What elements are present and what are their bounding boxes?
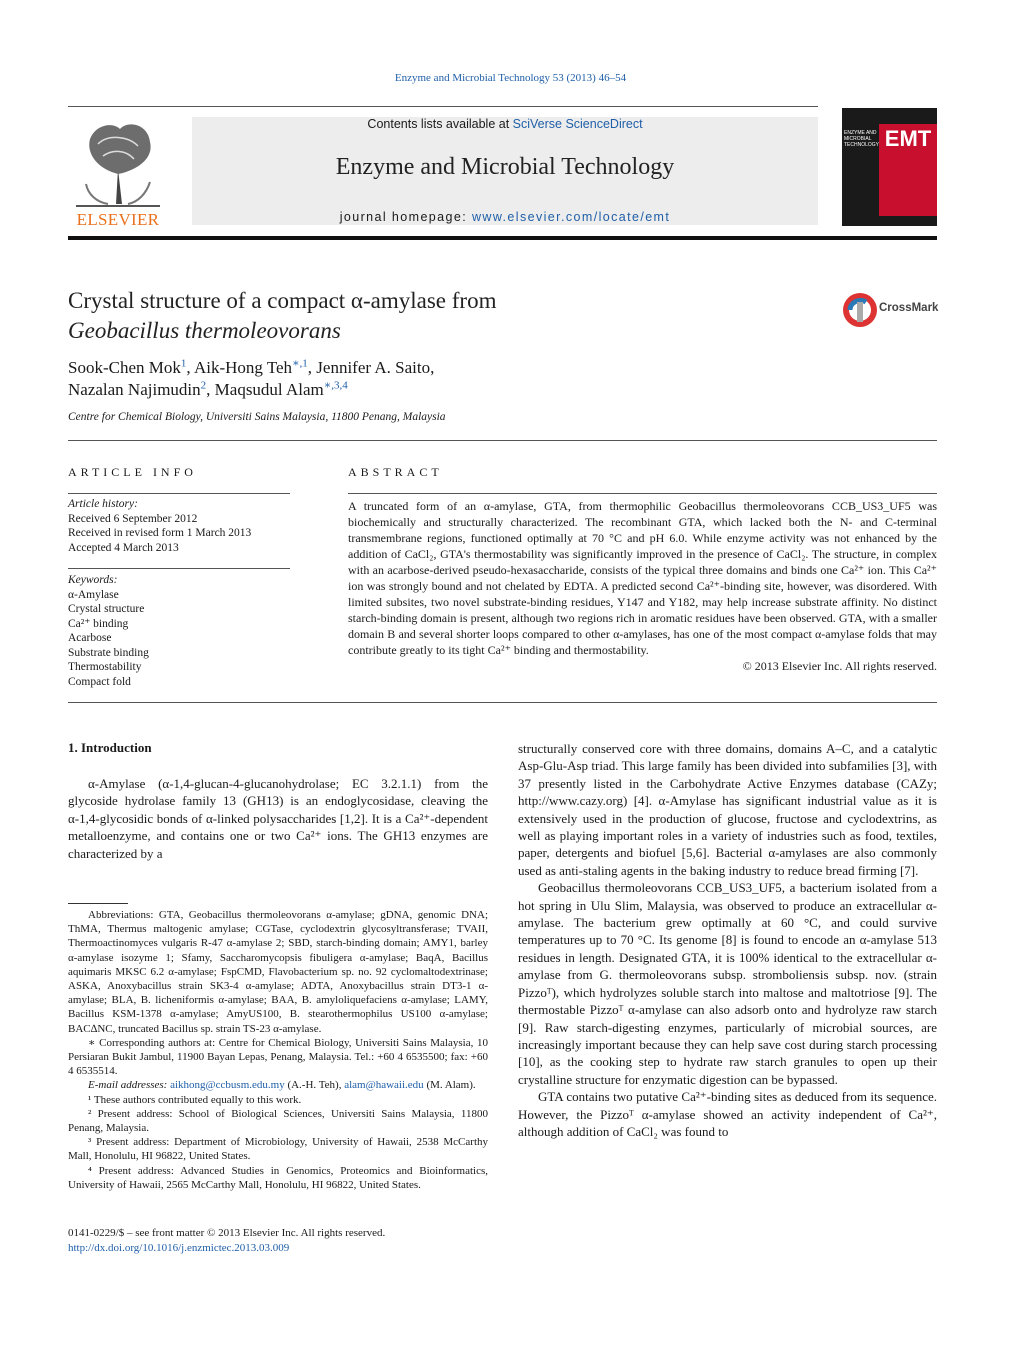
abstract-body [348, 498, 937, 674]
front-matter-info [68, 1226, 385, 1256]
author-name[interactable]: Maqsudul Alam [214, 380, 324, 399]
introduction-heading: 1. Introduction [68, 740, 152, 755]
abstract-heading: ABSTRACT [348, 465, 443, 479]
author-sup[interactable]: ∗,1 [292, 357, 308, 370]
article-title-line1: Crystal structure of a compact α-amylase from [68, 288, 497, 313]
divider-rule [68, 568, 290, 569]
article-info-heading: ARTICLE INFO [68, 465, 197, 479]
history-item: Received 6 September 2012 [68, 512, 198, 525]
intro-paragraph: α-Amylase (α-1,4-glucan-4-glucanohydrolase; EC 3.2.1.1) from the glycoside hydrolase family 13 (GH13) is an endoglycosidase, cleaving the α-1,4-glycosidic bonds of α-linked polysaccharides [1,2]. It is a Ca²⁺-dependent metalloenzyme, and contains one or two Ca²⁺ ions. The GH13 enzymes are characterized by a [68, 776, 488, 861]
author-sep: , [307, 358, 317, 377]
journal-cover-emt: EMT [884, 126, 932, 151]
author-sep: , [206, 380, 215, 399]
homepage-link[interactable]: www.elsevier.com/locate/emt [471, 210, 671, 224]
author-sup[interactable]: ∗,3,4 [323, 379, 348, 392]
email-footnote [68, 1078, 488, 1092]
divider-rule [348, 493, 937, 494]
author-name[interactable]: Aik-Hong Teh [193, 358, 293, 377]
intro-left-column [68, 775, 488, 862]
author-sep: , [430, 358, 435, 377]
divider-rule [68, 440, 937, 441]
contents-prefix: Contents lists available at [367, 117, 513, 131]
keyword: Compact fold [68, 675, 131, 688]
author-name[interactable]: Sook-Chen Mok [68, 358, 181, 377]
footnote-rule [68, 903, 128, 904]
email-owner: (A.-H. Teh), [284, 1079, 345, 1092]
keywords [68, 573, 290, 689]
email-link[interactable]: aikhong@ccbusm.edu.my [170, 1079, 285, 1092]
divider-rule [68, 702, 937, 703]
author-sep: , [186, 358, 194, 377]
journal-name: Enzyme and Microbial Technology [335, 154, 675, 180]
intro-paragraph: GTA contains two putative Ca²⁺-binding sites as deduced from its sequence. However, the Pizzoᵀ α-amylase showed an activity independent of Ca²⁺, although addition of CaCl₂ was found to [518, 1089, 937, 1139]
contents-available-line [192, 117, 818, 131]
author-sup[interactable]: 2 [200, 379, 207, 392]
email-link[interactable]: alam@hawaii.edu [344, 1079, 424, 1092]
keywords-label: Keywords: [68, 574, 118, 586]
author-list [68, 357, 768, 401]
footnotes [68, 908, 488, 1192]
journal-citation[interactable]: Enzyme and Microbial Technology 53 (2013) 46–54 [394, 72, 627, 84]
abstract-copyright: © 2013 Elsevier Inc. All rights reserved. [742, 659, 937, 673]
article-history [68, 497, 290, 555]
abstract-paragraph: A truncated form of an α-amylase, GTA, from thermophilic Geobacillus thermoleovorans CCB_US3_UF5 was biochemically and structurally characterized. The recombinant GTA, which lacked both the N- and C-terminal transmembrane regions, functioned optimally at 70 °C and pH 6.0. While enzyme activity was not enhanced by the addition of CaCl₂, GTA's thermostability was significantly improved in the presence of CaCl₂. The structure, in complex with an acarbose-derived pseudo-hexasaccharide, consists of the typical three domains and binds one Ca²⁺ ion. This Ca²⁺ ion was strongly bound and not chelated by EDTA. A predicted second Ca²⁺-binding site, however, was disordered. With limited subsites, two novel substrate-binding residues, Y147 and Y182, may help increase substrate affinity. No distinct starch-binding domain is present, although two regions rich in aromatic residues have been observed. GTA, with a smaller domain B and several shorter loops compared to other α-amylases, has one of the most compact α-amylase folds that may contribute greatly to its tight Ca²⁺ binding and thermostability. [348, 499, 937, 657]
email-label: E-mail addresses: [88, 1079, 171, 1092]
issn-line: 0141-0229/$ – see front matter © 2013 Elsevier Inc. All rights reserved. [68, 1227, 386, 1239]
keyword: Crystal structure [68, 603, 145, 615]
top-rule [68, 106, 818, 107]
keyword: Acarbose [68, 632, 112, 644]
crossmark-label[interactable]: CrossMark [879, 302, 939, 314]
history-item: Received in revised form 1 March 2013 [68, 527, 252, 539]
journal-homepage-line [192, 210, 818, 224]
footnote-4: ⁴ Present address: Advanced Studies in Genomics, Proteomics and Bioinformatics, University of Hawaii, 2565 McCarthy Mall, Honolulu, HI 96822, United States. [68, 1164, 488, 1191]
divider-rule [68, 493, 290, 494]
elsevier-wordmark: ELSEVIER [76, 210, 160, 229]
intro-right-column [518, 740, 937, 1140]
affiliation: Centre for Chemical Biology, Universiti Sains Malaysia, 11800 Penang, Malaysia [68, 411, 446, 423]
email-owner: (M. Alam). [423, 1079, 476, 1092]
journal-cover-small-text: ENZYME AND MICROBIAL TECHNOLOGY [844, 130, 880, 148]
footnote-3: ³ Present address: Department of Microbiology, University of Hawaii, 2538 McCarthy Mall, Honolulu, HI 96822, United States. [68, 1136, 488, 1163]
header-thick-rule [68, 236, 937, 240]
crossmark-icon[interactable] [840, 290, 880, 330]
keyword: Ca²⁺ binding [68, 617, 129, 630]
author-name[interactable]: Nazalan Najimudin [68, 380, 201, 399]
abbreviations-footnote: Abbreviations: GTA, Geobacillus thermoleovorans α-amylase; gDNA, genomic DNA; ThMA, Thermus maltogenic amylase; CGTase, cyclodextrin glycosyltransferase; TVAII, Thermoactinomyces vulgaris R-47 α-amylase 2; SBD, starch-binding domain; AMY1, barley α-amylase isozyme 1; Sfamy, Saccharomycopsis fibuligera α-amylase; BaqA, Bacillus aquimaris MKSC 6.2 α-amylase; FspCMD, Flavobacterium sp. no. 92 cyclomaltodextrinase; ASKA, Anoxybacillus strain SK3-4 α-amylase; ADTA, Anoxybacillus strain DT3-1 α-amylase; BLA, B. licheniformis α-amylase; BAA, B. amyloliquefaciens α-amylase; LAMY, Bacillus KSM-1378 α-amylase; AmyUS100, B. stearothermophilus US100 α-amylase; BAC∆NC, truncated Bacillus sp. strain TS-23 α-amylase. [68, 909, 488, 1035]
doi-link[interactable]: http://dx.doi.org/10.1016/j.enzmictec.2013.03.009 [68, 1242, 290, 1254]
footnote-2: ² Present address: School of Biological Sciences, Universiti Sains Malaysia, 11800 Penang, Malaysia. [68, 1107, 488, 1135]
sciencedirect-link[interactable]: SciVerse ScienceDirect [512, 117, 643, 131]
history-item: Accepted 4 March 2013 [68, 541, 179, 554]
history-label: Article history: [68, 498, 138, 510]
corresponding-author-footnote: ∗ Corresponding authors at: Centre for Chemical Biology, Universiti Sains Malaysia, 10 Persiaran Bukit Jambul, 11900 Bayan Lepas, Penang, Malaysia. Tel.: +60 4 6535500; fax: +60 4 6535514. [68, 1036, 488, 1078]
footnote-1: ¹ These authors contributed equally to this work. [88, 1093, 302, 1106]
keyword: Substrate binding [68, 646, 149, 659]
keyword: α-Amylase [68, 588, 119, 601]
author-name[interactable]: Jennifer A. Saito [316, 358, 431, 377]
keyword: Thermostability [68, 661, 142, 673]
author-sup[interactable]: 1 [180, 357, 187, 370]
article-title [68, 286, 768, 346]
intro-paragraph: Geobacillus thermoleovorans CCB_US3_UF5, a bacterium isolated from a hot spring in Ulu Slim, Malaysia, was observed to produce an extracellular α-amylase. The bacterium grew optimally at 60 °C, and could survive temperatures up to 70 °C. Its genome [8] is found to encode an α-amylase 513 residues in length. Designated GTA, it is 100% identical to the extracellular α-amylase from G. thermoleovorans subsp. stromboliensis subsp. nov. (strain Pizzoᵀ), which hydrolyzes soluble starch into maltose and maltotriose [9]. The thermostable Pizzoᵀ α-amylase can also adsorb onto and hydrolyze raw starch [9]. Raw starch-digesting enzymes, particularly of microbial sources, are increasingly important because they can help save cost during starch processing [10], as the cooking step to hydrate raw starch granules to open up their crystalline structure for enzymatic digestion can be bypassed. [518, 880, 937, 1087]
article-title-line2: Geobacillus thermoleovorans [68, 318, 341, 343]
intro-paragraph: structurally conserved core with three domains, domains A–C, and a catalytic Asp-Glu-Asp triad. This large family has been divided into subfamilies [3], with 37 presently listed in the Carbohydrate Active Enzymes database (CAZy; http://www.cazy.org) [4]. α-Amylase has significant industrial value as it is extensively used in the production of glucose, fructose and cyclodextrins, as well as playing important roles in a variety of industries such as food, textiles, paper, detergents and biofuel [5,6]. Bacterial α-amylases are also commonly used as anti-staling agents in the baking industry to reduce bread firming [7]. [518, 741, 937, 878]
homepage-prefix: journal homepage: [339, 210, 472, 224]
